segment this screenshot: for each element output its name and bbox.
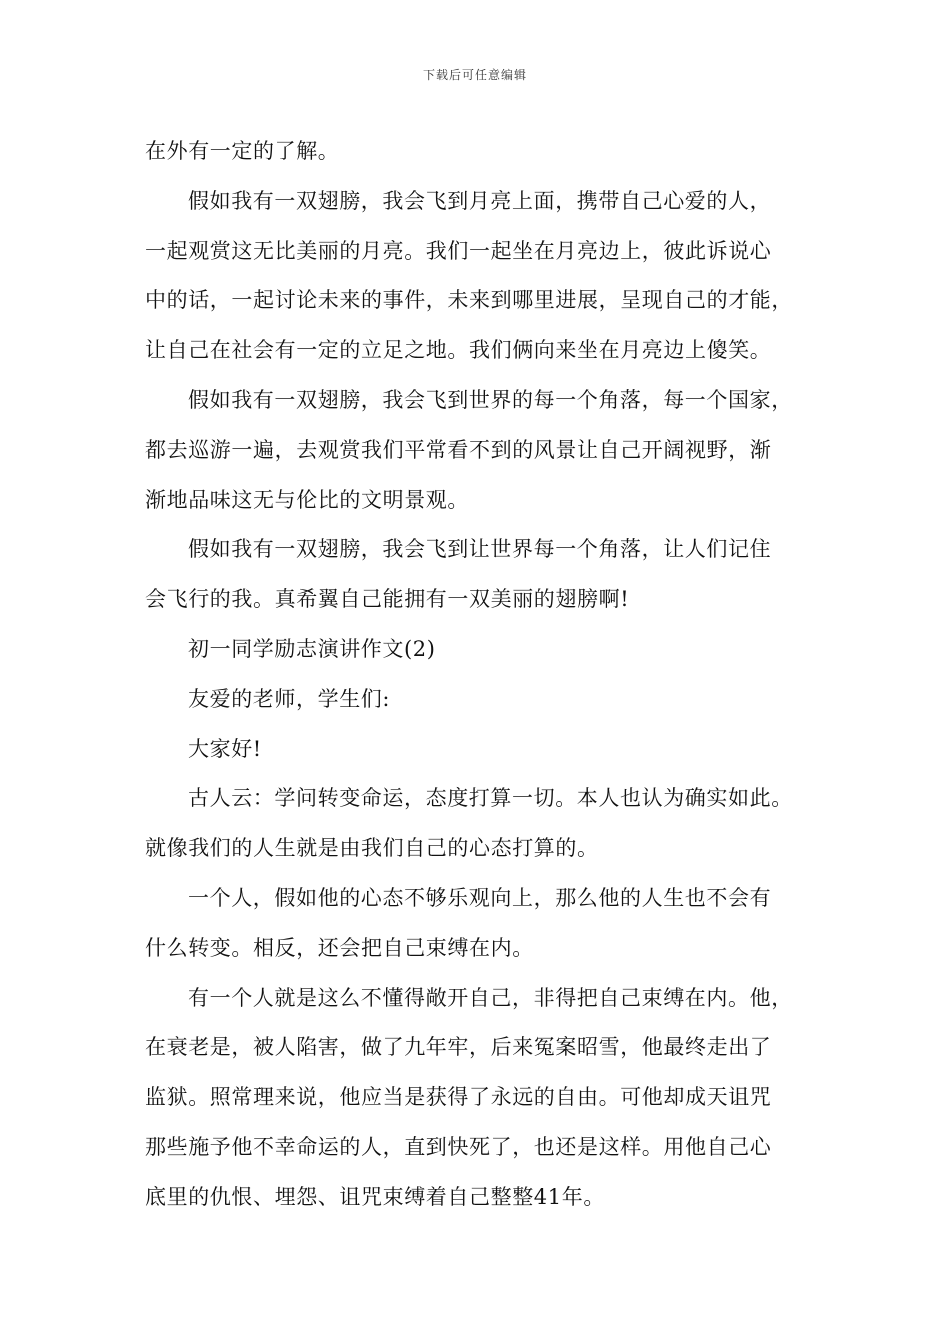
text-line-9: 假如我有一双翅膀，我会飞到让世界每一个角落，让人们记住 <box>188 537 772 562</box>
page-header-note: 下载后可任意编辑 <box>422 68 527 82</box>
text-line-14: 古人云：学问转变命运，态度打算一切。本人也认为确实如此。 <box>188 786 793 811</box>
text-line-16: 一个人，假如他的心态不够乐观向上，那么他的人生也不会有 <box>188 885 772 910</box>
text-line-18: 有一个人就是这么不懂得敞开自己，非得把自己束缚在内。他， <box>188 985 793 1010</box>
section-title: 初一同学励志演讲作文(2) <box>188 636 436 661</box>
text-line-8: 渐地品味这无与伦比的文明景观。 <box>145 487 469 512</box>
text-line-17: 什么转变。相反，还会把自己束缚在内。 <box>145 935 534 960</box>
text-line-4: 中的话，一起讨论未来的事件，未来到哪里进展，呈现自己的才能， <box>145 288 793 313</box>
text-line-7: 都去巡游一遍，去观赏我们平常看不到的风景让自己开阔视野，渐 <box>145 437 772 462</box>
salutation: 友爱的老师，学生们: <box>188 686 391 711</box>
text-line-15: 就像我们的人生就是由我们自己的心态打算的。 <box>145 836 599 861</box>
text-line-3: 一起观赏这无比美丽的月亮。我们一起坐在月亮边上，彼此诉说心 <box>145 238 772 263</box>
text-line-20: 监狱。照常理来说，他应当是获得了永远的自由。可他却成天诅咒 <box>145 1085 772 1110</box>
text-line-21: 那些施予他不幸命运的人，直到快死了，也还是这样。用他自己心 <box>145 1134 772 1159</box>
text-line-2: 假如我有一双翅膀，我会飞到月亮上面，携带自己心爱的人， <box>188 188 772 213</box>
text-line-22: 底里的仇恨、埋怨、诅咒束缚着自己整整41年。 <box>145 1184 605 1209</box>
greeting: 大家好! <box>188 736 262 761</box>
text-line-6: 假如我有一双翅膀，我会飞到世界的每一个角落，每一个国家， <box>188 387 793 412</box>
text-line-1: 在外有一定的了解。 <box>145 139 340 163</box>
text-line-5: 让自己在社会有一定的立足之地。我们俩向来坐在月亮边上傻笑。 <box>145 338 772 363</box>
text-line-19: 在衰老是，被人陷害，做了九年牢，后来冤案昭雪，他最终走出了 <box>145 1035 772 1060</box>
document-body <box>145 127 805 1223</box>
text-line-10: 会飞行的我。真希翼自己能拥有一双美丽的翅膀啊! <box>145 587 630 612</box>
